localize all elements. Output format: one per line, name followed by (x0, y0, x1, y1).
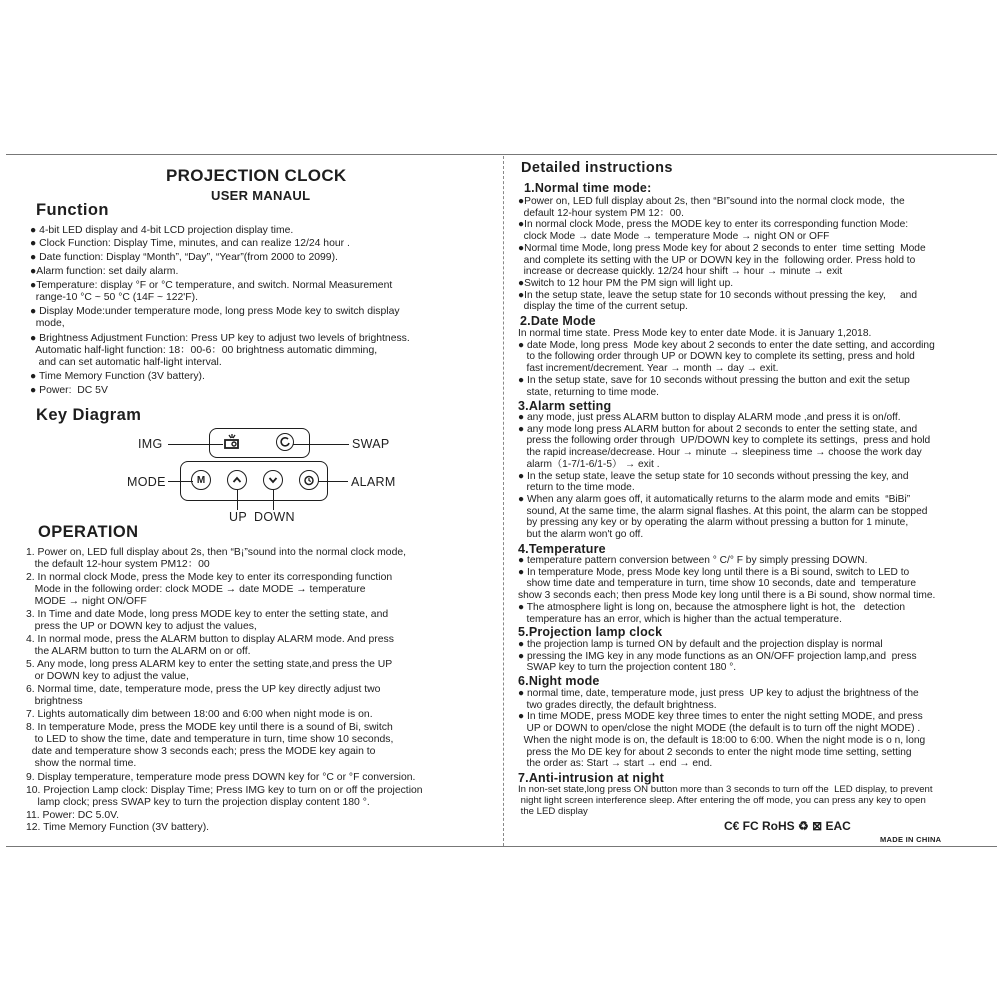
section-title-projection: 5.Projection lamp clock (518, 625, 663, 639)
bottom-border-line (6, 846, 997, 847)
projector-icon (222, 433, 242, 451)
mode-pointer-line (168, 481, 193, 482)
mode-label: MODE (127, 475, 166, 489)
operation-item: 10. Projection Lamp clock: Display Time; Press IMG key to turn on or off the projection lamp clock; press SWAP key to turn the projection display content 180 °. (26, 785, 423, 808)
rotate-icon (279, 436, 291, 448)
section-title-normal-time: 1.Normal time mode: (524, 181, 652, 195)
section-text-alarm: ● any mode, just press ALARM button to display ALARM mode ,and press it is on/off. ● any mode long press ALARM button for about 2 seconds to enter the setting state, and press the following order through UP/DOWN key to complete its settings, press and hold the rapid increase/decrease. Hour → minute → sleepiness time → choose the work day alarm（1-7/1-6/1-5） → exit . ● In the setup state, leave the setup state for 10 seconds without pressing the key, and return to the time mode. ● When any alarm goes off, it automatically returns to the alarm mode and emits “BiBi” sound, At the same time, the alarm signal flashes. At this point, the alarm can be stopped by pressing any key or by operating the alarm without pressing a button for 1 minute, but the alarm won't go off. (518, 412, 931, 541)
operation-item: 4. In normal mode, press the ALARM button to display ALARM mode. And press the ALARM button to turn the ALARM on or off. (26, 634, 394, 657)
page-title: PROJECTION CLOCK (166, 166, 347, 185)
column-divider (503, 156, 505, 846)
img-pointer-line (168, 444, 223, 445)
section-title-night-mode: 6.Night mode (518, 674, 600, 688)
operation-heading: OPERATION (38, 523, 139, 541)
operation-list (26, 547, 423, 834)
operation-item: 9. Display temperature, temperature mode press DOWN key for °C or °F conversion. (26, 772, 416, 783)
alarm-clock-icon (303, 474, 315, 486)
function-item: ●Alarm function: set daily alarm. (30, 266, 179, 277)
function-item: ● Clock Function: Display Time, minutes, and can realize 12/24 hour . (30, 238, 350, 249)
section-title-anti-intrusion: 7.Anti-intrusion at night (518, 771, 664, 785)
section-text-date-mode: In normal time state. Press Mode key to enter date Mode. it is January 1,2018. ● date Mode, long press Mode key about 2 seconds to enter the date setting, and according to the following order through UP or DOWN key to complete its setting, press and hold fast increment/decrement. Year → month → day → exit. ● In the setup state, save for 10 seconds without pressing the button and exit the setup state, returning to time mode. (518, 328, 935, 398)
operation-item: 2. In normal clock Mode, press the Mode key to enter its corresponding function Mode in the following order: clock MODE → date MODE → temperature MODE → night ON/OFF (26, 572, 393, 607)
img-key-button[interactable] (222, 432, 242, 452)
swap-key-button[interactable] (276, 433, 294, 451)
img-label: IMG (138, 437, 163, 451)
down-label: DOWN (254, 510, 295, 524)
mode-key-letter: M (196, 474, 206, 486)
section-title-temperature: 4.Temperature (518, 542, 606, 556)
key-diagram-heading: Key Diagram (36, 406, 142, 424)
operation-item: 6. Normal time, date, temperature mode, press the UP key directly adjust two brightness (26, 684, 381, 707)
section-title-alarm: 3.Alarm setting (518, 399, 612, 413)
page-subtitle: USER MANAUL (211, 188, 311, 203)
detailed-instructions (518, 181, 935, 817)
up-label: UP (229, 510, 247, 524)
up-pointer-line (237, 490, 238, 510)
section-title-date-mode: 2.Date Mode (520, 314, 596, 328)
certification-marks: C€ FC RoHS ♻ ⊠ EAC (724, 819, 851, 833)
mode-key-button[interactable] (191, 470, 211, 490)
operation-item: 7. Lights automatically dim between 18:00 and 6:00 when night mode is on. (26, 709, 373, 720)
function-item: ● Display Mode:under temperature mode, long press Mode key to switch display mode, (30, 306, 400, 329)
function-item: ● Power: DC 5V (30, 385, 108, 396)
down-key-button[interactable] (263, 470, 283, 490)
made-in-china-label: MADE IN CHINA (880, 835, 942, 844)
function-item: ● Time Memory Function (3V battery). (30, 371, 205, 382)
chevron-down-icon (268, 475, 278, 485)
section-text-projection: ● the projection lamp is turned ON by default and the projection display is normal ● pressing the IMG key in any mode functions as an ON/OFF projection lamp,and press SWAP key to turn the projection content 180 °. (518, 639, 917, 674)
alarm-key-button[interactable] (299, 470, 319, 490)
function-item: ● Brightness Adjustment Function: Press UP key to adjust two levels of brightness. Automatic half-light function: 18：00-6：00 brightness automatic dimming, and can set automatic half-light interval. (30, 333, 410, 368)
operation-item: 3. In Time and date Mode, long press MODE key to enter the setting state, and press the UP or DOWN key to adjust the values, (26, 609, 389, 632)
section-text-night-mode: ● normal time, date, temperature mode, just press UP key to adjust the brightness of the two grades directly, the default brightness. ● In time MODE, press MODE key three times to enter the night setting MODE, and press UP or DOWN to open/close the night MODE (the default is to turn off the night MODE) . When the night mode is on, the default is 18:00 to 6:00. When the night mode is o n, long press the Mo DE key for about 2 seconds to enter the night mode time setting, setting the order as: Start → start → end → end. (518, 688, 926, 770)
section-text-normal-time: ●Power on, LED full display about 2s, then “BI”sound into the normal clock mode, the default 12-hour system PM 12：00. ●In normal clock Mode, press the MODE key to enter its corresponding function Mode: clock Mode → date Mode → temperature Mode → night ON or OFF ●Normal time Mode, long press Mode key for about 2 seconds to enter time setting Mode and complete its setting with the UP or DOWN key in the following order. Press hold to increase or decrease quickly. 12/24 hour shift → hour → minute → exit ●Switch to 12 hour PM the PM sign will light up. ●In the setup state, leave the setup state for 10 seconds without pressing the key, and display the time of the current setup. (518, 196, 926, 313)
swap-pointer-line (293, 444, 349, 445)
function-list (30, 225, 410, 398)
alarm-pointer-line (318, 481, 348, 482)
operation-item: 12. Time Memory Function (3V battery). (26, 822, 210, 833)
operation-item: 5. Any mode, long press ALARM key to enter the setting state,and press the UP or DOWN key to adjust the value, (26, 659, 393, 682)
operation-item: 1. Power on, LED full display about 2s, then “B¡”sound into the normal clock mode, the default 12-hour system PM12：00 (26, 547, 407, 570)
section-text-anti-intrusion: In non-set state,long press ON button more than 3 seconds to turn off the LED display, to prevent night light screen interference sleep. After entering the off mode, you can press any key to open the LED display (518, 784, 933, 817)
function-item: ● Date function: Display “Month”, “Day”, “Year”(from 2000 to 2099). (30, 252, 338, 263)
up-key-button[interactable] (227, 470, 247, 490)
operation-item: 11. Power: DC 5.0V. (26, 810, 119, 821)
down-pointer-line (273, 490, 274, 510)
top-border-line (6, 154, 997, 155)
swap-label: SWAP (352, 437, 390, 451)
section-text-temperature: ● temperature pattern conversion between ° C/° F by simply pressing DOWN. ● In temperature Mode, press Mode key long until there is a Bi sound, switch to LED to show time date and temperature in turn, time show 10 seconds, date and temperature show 3 seconds each; then press Mode key long until there is a Bi sound, show normal time. ● The atmosphere light is long on, because the atmosphere light is hot, the detection temperature has an error, which is higher than the actual temperature. (518, 555, 936, 625)
function-item: ●Temperature: display °F or °C temperature, and switch. Normal Measurement range-10 °C ~ 50 °C (14F ~ 122'F). (30, 280, 393, 303)
detailed-instructions-heading: Detailed instructions (521, 160, 673, 176)
alarm-label: ALARM (351, 475, 396, 489)
function-heading: Function (36, 201, 109, 219)
chevron-up-icon (232, 475, 242, 485)
function-item: ● 4-bit LED display and 4-bit LCD projection display time. (30, 225, 294, 236)
operation-item: 8. In temperature Mode, press the MODE key until there is a sound of Bi, switch to LED to show the time, date and temperature in turn, time show 10 seconds, date and temperature show 3 seconds each; press the MODE key again to show the normal time. (26, 722, 394, 769)
